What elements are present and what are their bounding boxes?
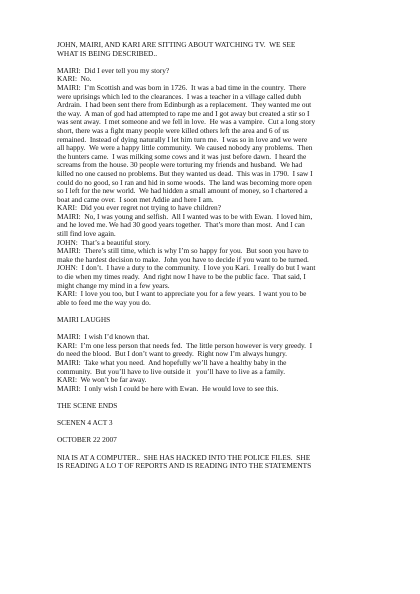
text-line: boat and came over. I soon met Addie and here I am.: [57, 194, 214, 204]
text-line: to die when my times ready. And right now I have to be the public face. That said, I: [57, 272, 306, 282]
text-line: JOHN: I don’t. I have a duty to the community. I love you Kari. I really do but I want: [57, 263, 316, 273]
text-line: MAIRI: I’m Scottish and was born in 1726. It was a bad time in the country. There: [57, 82, 306, 92]
text-line: KARI: I’m one less person that needs fed. The little person however is very greedy. I: [57, 340, 313, 350]
text-line: community. But you’ll have to live outside it you’ll have to live as a family.: [57, 366, 286, 376]
text-line: MAIRI: There’s still time, which is why I’m so happy for you. But soon you have to: [57, 246, 309, 256]
text-line: MAIRI: No, I was young and selfish. All I wanted was to be with Ewan. I loved him,: [57, 211, 313, 221]
text-line: do need the blood. But I don’t want to greedy. Right now I’m always hungry.: [57, 349, 287, 359]
text-line: still find love again.: [57, 229, 116, 239]
script-block: [57, 67, 380, 308]
text-line: MAIRI: I wish I’d known that.: [57, 332, 150, 342]
text-line: remained. Instead of dying naturally I let him turn me. I was so in love and we were: [57, 134, 308, 144]
text-line: screams from the house. 30 people were torturing my friends and husband. We had: [57, 160, 303, 170]
text-line: KARI: We won’t be far away.: [57, 375, 147, 385]
script-block: [57, 402, 380, 411]
text-line: make the hardest decision to make. John you have to decide if you want to be turned.: [57, 254, 309, 264]
text-line: all happy. We were a happy little community. We caused nobody any problems. Then: [57, 143, 313, 153]
text-line: THE SCENE ENDS: [57, 400, 118, 410]
script-block: [57, 419, 380, 428]
text-line: MAIRI: Did I ever tell you my story?: [57, 65, 170, 75]
text-line: able to feed me the way you do.: [57, 297, 151, 307]
text-line: KARI: Did you ever regret not trying to have children?: [57, 203, 221, 213]
text-line: MAIRI LAUGHS: [57, 315, 111, 324]
text-line: and he loved me. We had 30 good years together. That’s more than most. And I can: [57, 220, 305, 230]
text-line: KARI: No.: [57, 74, 92, 84]
text-line: MAIRI: Take what you need. And hopefully we’ll have a healthy baby in the: [57, 357, 287, 367]
script-block: [57, 436, 380, 445]
text-line: WHAT IS BEING DESCRIBED..: [57, 48, 158, 58]
script-block: [57, 333, 380, 393]
text-line: killed no one caused no problems. But they wanted us dead. This was in 1790. I saw I: [57, 168, 313, 178]
text-line: OCTOBER 22 2007: [57, 435, 117, 445]
text-line: NIA IS AT A COMPUTER.. SHE HAS HACKED INTO THE POLICE FILES. SHE: [57, 452, 311, 462]
text-line: SCENEN 4 ACT 3: [57, 418, 113, 428]
text-line: the way. A man of god had attempted to rape me and I got away but created a stir so I: [57, 108, 310, 118]
text-line: was sent away. I met someone and we fell in love. He was a vampire. Cut a long story: [57, 117, 316, 127]
text-line: JOHN: That’s a beautiful story.: [57, 237, 151, 247]
text-line: were uprisings which led to the clearances. I was a teacher in a village called dubh: [57, 91, 302, 101]
text-line: might change my mind in a few years.: [57, 280, 170, 290]
text-line: Ardrain. I had been sent there from Edinburgh as a replacement. They wanted me out: [57, 100, 312, 110]
text-line: short, there was a fight many people were killed others left the area and 6 of us: [57, 125, 289, 135]
text-line: JOHN, MAIRI, AND KARI ARE SITTING ABOUT WATCHING TV. WE SEE: [57, 40, 296, 49]
text-line: MAIRI: I only wish I could be here with Ewan. He would love to see this.: [57, 383, 279, 393]
script-block: [57, 316, 380, 325]
text-line: KARI: I love you too, but I want to appreciate you for a few years. I want you to be: [57, 289, 307, 299]
script-block: [57, 454, 380, 471]
text-line: so I left for the new world. We had hidden a small amount of money, so I chartered a: [57, 186, 308, 196]
text-line: IS READING A LO T OF REPORTS AND IS READING INTO THE STATEMENTS: [57, 461, 312, 471]
text-line: could do no good, so I ran and hid in some woods. The land was becoming more open: [57, 177, 312, 187]
script-block: [57, 41, 380, 58]
text-line: the hunters came. I was milking some cows and it was just before dawn. I heard the: [57, 151, 307, 161]
